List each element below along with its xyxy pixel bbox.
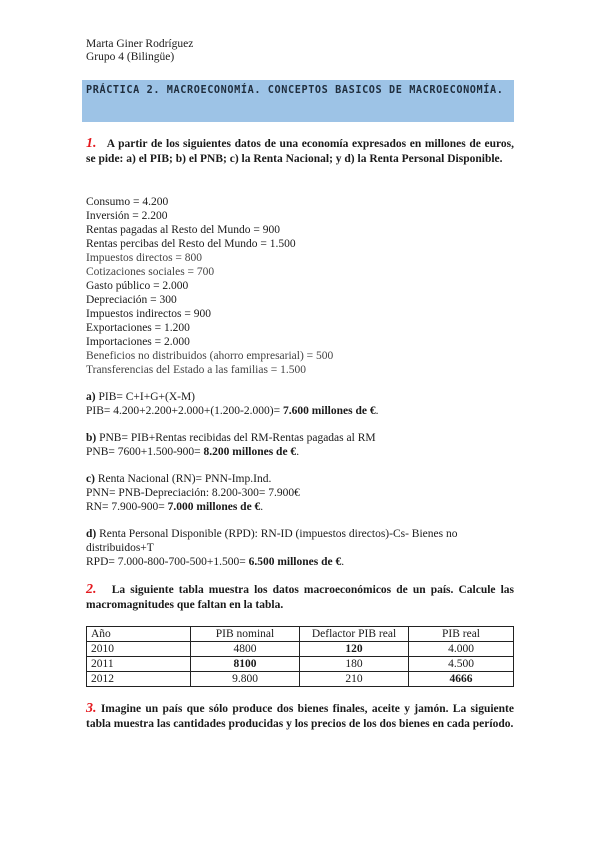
- table-cell: 2012: [87, 672, 191, 687]
- answer-a-result: 7.600 millones de €: [282, 405, 376, 417]
- table-cell: 4800: [191, 642, 300, 657]
- data-line: Rentas percibas del Resto del Mundo = 1.500: [86, 238, 296, 250]
- question-2: [86, 583, 514, 612]
- answer-b-formula-text: PNB= PIB+Rentas recibidas del RM-Rentas pagadas al RM: [99, 432, 376, 444]
- answer-b-formula: [86, 431, 376, 445]
- question-1-text: A partir de los siguientes datos de una economía expresados en millones de euros, se pide: a) el PIB; b) el PNB; c) la Renta Nacional; y d) la Renta Personal Disponible.: [86, 138, 514, 165]
- table-cell: 4666: [409, 672, 514, 687]
- table-header: Deflactor PIB real: [300, 627, 409, 642]
- answer-c-label: c): [86, 473, 95, 485]
- table-cell: 9.800: [191, 672, 300, 687]
- table-header: PIB real: [409, 627, 514, 642]
- group-label: Grupo 4 (Bilingüe): [86, 51, 175, 63]
- table-row: [87, 642, 514, 657]
- question-2-text: La siguiente tabla muestra los datos macroeconómicos de un país. Calcule las macromagnitudes que faltan en la tabla.: [86, 584, 515, 611]
- answer-a-label: a): [86, 391, 96, 403]
- table-cell: 2011: [87, 657, 191, 672]
- answer-a-formula: [86, 390, 195, 404]
- answer-c-calc-text: RN= 7.900-900=: [86, 501, 168, 513]
- question-3-text: Imagine un país que sólo produce dos bienes finales, aceite y jamón. La siguiente tabla muestra las cantidades producidas y los precios de los dos bienes en cada período.: [86, 703, 514, 730]
- answer-d-end: .: [341, 556, 345, 568]
- data-line: Beneficios no distribuidos (ahorro empresarial) = 500: [86, 350, 334, 362]
- practice-title: PRÁCTICA 2. MACROECONOMÍA. CONCEPTOS BASICOS DE MACROECONOMÍA.: [86, 85, 504, 96]
- question-1: [86, 137, 514, 166]
- answer-c-pnn: PNN= PNB-Depreciación: 8.200-300= 7.900€: [86, 487, 300, 499]
- answer-b-result: 8.200 millones de €: [203, 446, 297, 458]
- answer-b-calc: [86, 445, 299, 459]
- data-line: Consumo = 4.200: [86, 196, 169, 208]
- answer-d-result: 6.500 millones de €: [248, 556, 342, 568]
- answer-d-calc: [86, 555, 344, 569]
- table-cell: 4.500: [409, 657, 514, 672]
- answer-c-formula-text: Renta Nacional (RN)= PNN-Imp.Ind.: [97, 473, 272, 485]
- table-cell: 210: [300, 672, 409, 687]
- answer-b-label: b): [86, 432, 97, 444]
- document-header: [86, 38, 193, 64]
- answer-a-calc-text: PIB= 4.200+2.200+2.000+(1.200-2.000)=: [86, 405, 283, 417]
- data-line: Gasto público = 2.000: [86, 280, 189, 292]
- table-cell: 180: [300, 657, 409, 672]
- table-row: [87, 657, 514, 672]
- data-line: Transferencias del Estado a las familias = 1.500: [86, 364, 307, 376]
- table-cell: 2010: [87, 642, 191, 657]
- table-row: [87, 672, 514, 687]
- answer-a-calc: [86, 404, 378, 418]
- answer-c-end: .: [260, 501, 264, 513]
- answer-d-formula-text: Renta Personal Disponible (RPD): RN-ID (impuestos directos)-Cs- Bienes no: [99, 528, 458, 540]
- data-line: Impuestos indirectos = 900: [86, 308, 211, 320]
- question-3: [86, 702, 514, 731]
- data-line: Exportaciones = 1.200: [86, 322, 190, 334]
- data-line: Importaciones = 2.000: [86, 336, 190, 348]
- answer-c-result: 7.000 millones de €: [167, 501, 261, 513]
- answer-d-label: d): [86, 528, 97, 540]
- answer-c-calc: [86, 500, 263, 514]
- question-1-number: 1.: [86, 136, 97, 151]
- author-name: Marta Giner Rodríguez: [86, 38, 194, 50]
- answer-d-calc-text: RPD= 7.000-800-700-500+1.500=: [86, 556, 249, 568]
- macro-table: [86, 626, 514, 687]
- data-line: Inversión = 2.200: [86, 210, 168, 222]
- answer-d-line2: distribuidos+T: [86, 542, 154, 554]
- answer-b-end: .: [296, 446, 300, 458]
- question-2-number: 2.: [86, 582, 97, 597]
- answer-b-calc-text: PNB= 7600+1.500-900=: [86, 446, 204, 458]
- data-line: Rentas pagadas al Resto del Mundo = 900: [86, 224, 280, 236]
- table-cell: 120: [300, 642, 409, 657]
- data-line: Depreciación = 300: [86, 294, 177, 306]
- question-3-number: 3.: [86, 701, 97, 716]
- table-cell: 4.000: [409, 642, 514, 657]
- answer-a-formula-text: PIB= C+I+G+(X-M): [98, 391, 196, 403]
- answer-d-formula: [86, 527, 457, 541]
- table-header: PIB nominal: [191, 627, 300, 642]
- table-header: Año: [87, 627, 191, 642]
- answer-a-end: .: [375, 405, 379, 417]
- answer-c-formula: [86, 472, 271, 486]
- data-line: Impuestos directos = 800: [86, 252, 203, 264]
- table-cell: 8100: [191, 657, 300, 672]
- table-header-row: [87, 627, 514, 642]
- data-line: Cotizaciones sociales = 700: [86, 266, 215, 278]
